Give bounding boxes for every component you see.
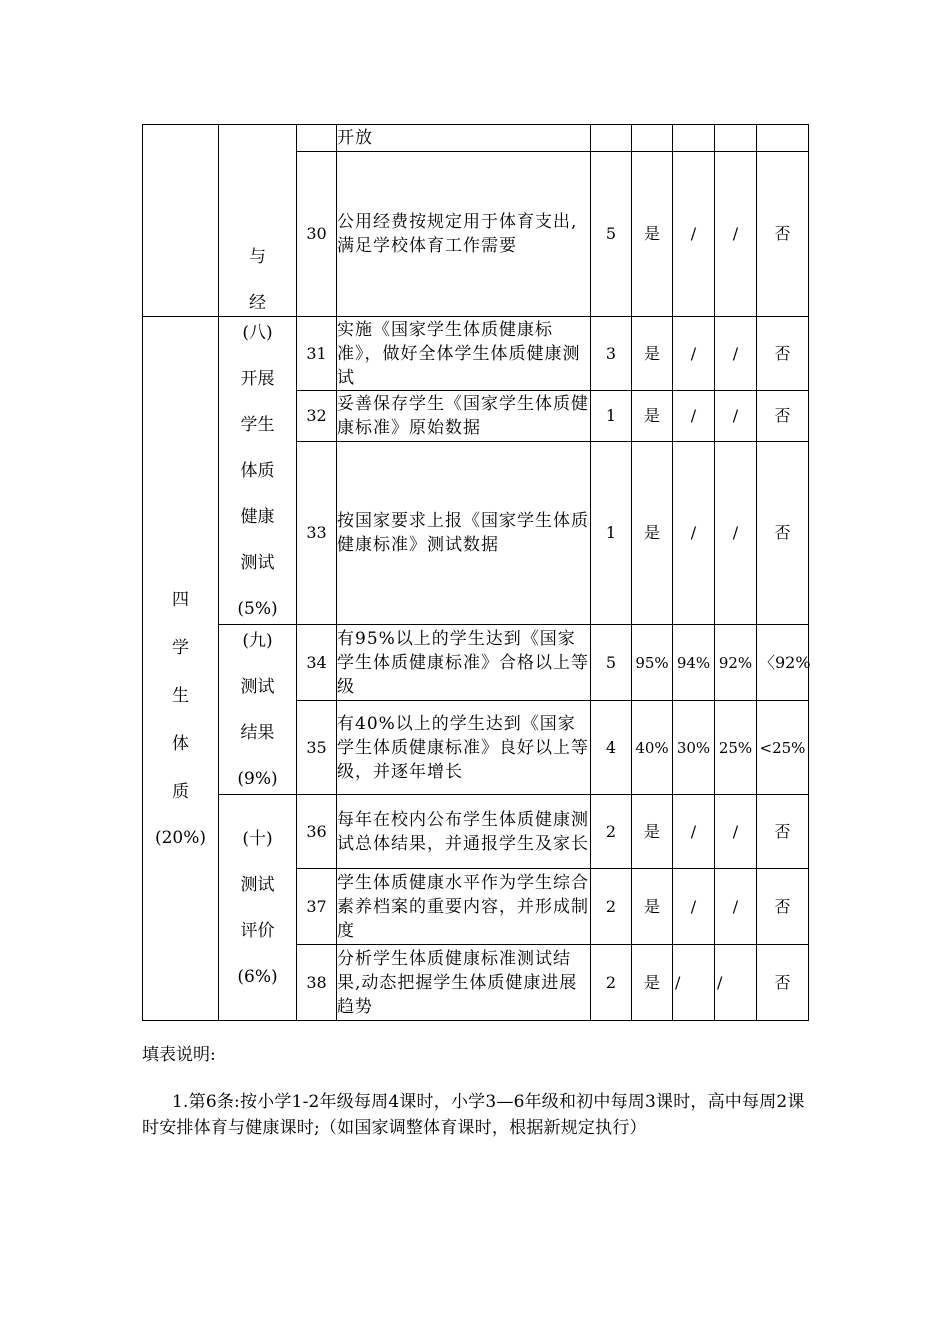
level-d: 否 [757, 317, 809, 391]
level-b: / [673, 869, 715, 945]
level-d: 否 [757, 869, 809, 945]
level-d: 〈92% [757, 625, 809, 701]
subcategory-line: (6%) [237, 966, 278, 987]
subcategory-line: (5%) [237, 598, 278, 619]
level-c: / [715, 795, 757, 869]
score: 5 [591, 625, 632, 701]
level-d: 否 [757, 795, 809, 869]
item-number: 37 [297, 869, 337, 945]
subcategory-line: 测试 [240, 874, 275, 895]
level-c: / [715, 869, 757, 945]
item-number: 32 [297, 391, 337, 442]
subcategory-line: 测试 [240, 552, 275, 573]
score: 1 [591, 391, 632, 442]
item-text: 学生体质健康水平作为学生综合素养档案的重要内容，并形成制度 [337, 869, 591, 945]
level-d: 否 [757, 945, 809, 1021]
category-weight: (20%) [154, 827, 207, 848]
subcategory-line: 体质 [240, 460, 275, 481]
subcategory-line: 测试 [240, 676, 275, 697]
item-text: 分析学生体质健康标准测试结果,动态把握学生体质健康进展趋势 [337, 945, 591, 1021]
item-text: 妥善保存学生《国家学生体质健康标准》原始数据 [337, 391, 591, 442]
notes-item-1: 1.第6条:按小学1-2年级每周4课时，小学3—6年级和初中每周3课时，高中每周2课时安排体育与健康课时;（如国家调整体育课时，根据新规定执行） [142, 1092, 805, 1138]
level-a: 是 [632, 945, 673, 1021]
score: 2 [591, 869, 632, 945]
subcategory-test-evaluation [219, 795, 297, 1021]
item-number: 35 [297, 701, 337, 795]
item-number: 33 [297, 442, 337, 625]
level-a: 是 [632, 317, 673, 391]
level-c: / [715, 391, 757, 442]
subcategory-test-conduct [219, 317, 297, 625]
subcategory-line: 评价 [240, 920, 275, 941]
level-b: 94% [673, 625, 715, 701]
item-number: 34 [297, 625, 337, 701]
item-text: 有40%以上的学生达到《国家学生体质健康标准》良好以上等级，并逐年增长 [337, 701, 591, 795]
score: 2 [591, 795, 632, 869]
subcategory-line: (八) [242, 322, 273, 343]
subcategory-char: 经 [249, 292, 266, 313]
level-c: / [715, 442, 757, 625]
category-cell-continued [143, 125, 219, 317]
level-b: / [673, 317, 715, 391]
category-char: 体 [172, 733, 189, 754]
score: 5 [591, 152, 632, 317]
item-text: 有95%以上的学生达到《国家学生体质健康标准》合格以上等级 [337, 625, 591, 701]
table-row [143, 125, 809, 152]
level-b: / [673, 945, 715, 1021]
level-c: / [715, 317, 757, 391]
level-a: 40% [632, 701, 673, 795]
category-physique [143, 317, 219, 1021]
item-text: 按国家要求上报《国家学生体质健康标准》测试数据 [337, 442, 591, 625]
level-a: 95% [632, 625, 673, 701]
level-d: 否 [757, 442, 809, 625]
level-b: / [673, 795, 715, 869]
item-number: 30 [297, 152, 337, 317]
subcategory-cell-continued [219, 125, 297, 317]
level-b: / [673, 152, 715, 317]
level-a: 是 [632, 391, 673, 442]
table-row [143, 317, 809, 391]
level-c: / [715, 152, 757, 317]
item-text: 开放 [337, 125, 591, 152]
subcategory-line: 结果 [240, 722, 275, 743]
item-number: 31 [297, 317, 337, 391]
level-b: / [673, 442, 715, 625]
level-d: 否 [757, 391, 809, 442]
score: 4 [591, 701, 632, 795]
subcategory-line: 开展 [240, 368, 275, 389]
category-char: 四 [172, 589, 189, 610]
level-d: <25% [757, 701, 809, 795]
subcategory-test-results [219, 625, 297, 795]
category-char: 生 [172, 685, 189, 706]
level-a: 是 [632, 869, 673, 945]
category-char: 学 [172, 637, 189, 658]
level-c: 92% [715, 625, 757, 701]
subcategory-line: (9%) [237, 768, 278, 789]
subcategory-line: (十) [242, 828, 273, 849]
notes-title: 填表说明: [142, 1045, 216, 1065]
score: 2 [591, 945, 632, 1021]
score: 1 [591, 442, 632, 625]
subcategory-line: 学生 [240, 414, 275, 435]
item-text: 公用经费按规定用于体育支出,满足学校体育工作需要 [337, 152, 591, 317]
evaluation-table [142, 124, 809, 1021]
level-b: / [673, 391, 715, 442]
level-b: 30% [673, 701, 715, 795]
table-row [143, 625, 809, 701]
item-text: 实施《国家学生体质健康标准》，做好全体学生体质健康测试 [337, 317, 591, 391]
category-char: 质 [172, 781, 189, 802]
table-row [143, 795, 809, 869]
level-c: 25% [715, 701, 757, 795]
item-text: 每年在校内公布学生体质健康测试总体结果，并通报学生及家长 [337, 795, 591, 869]
subcategory-line: (九) [242, 630, 273, 651]
score: 3 [591, 317, 632, 391]
item-number [297, 125, 337, 152]
level-d: 否 [757, 152, 809, 317]
level-a: 是 [632, 795, 673, 869]
level-a: 是 [632, 442, 673, 625]
level-a: 是 [632, 152, 673, 317]
level-c: / [715, 945, 757, 1021]
item-number: 38 [297, 945, 337, 1021]
subcategory-char: 与 [249, 246, 266, 267]
item-number: 36 [297, 795, 337, 869]
subcategory-line: 健康 [240, 506, 275, 527]
